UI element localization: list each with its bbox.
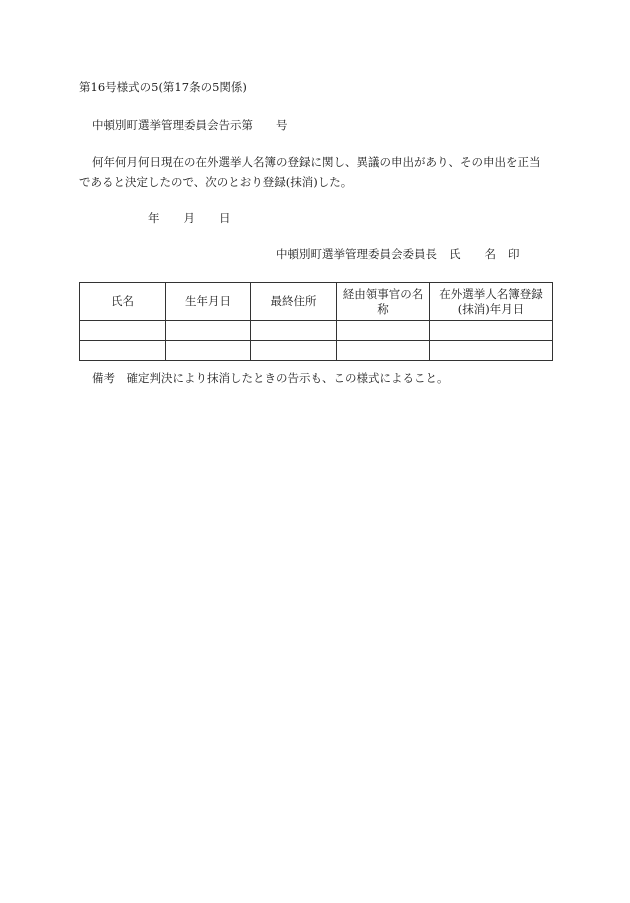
table-cell — [430, 321, 553, 341]
header-name: 氏名 — [80, 283, 166, 321]
name-label-shi: 氏 — [449, 247, 461, 261]
table-cell — [166, 341, 251, 361]
header-consular-official: 経由領事官の名称 — [337, 283, 430, 321]
table-cell — [80, 321, 166, 341]
body-text-line-2: であると決定したので、次のとおり登録(抹消)した。 — [79, 175, 353, 189]
signatory-title: 中頓別町選挙管理委員会委員長 — [276, 247, 437, 261]
day-label: 日 — [219, 211, 231, 225]
table-cell — [337, 341, 430, 361]
body-text-line-1: 何年何月何日現在の在外選挙人名簿の登録に関し、異議の申出があり、その申出を正当 — [92, 155, 541, 169]
notice-title: 中頓別町選挙管理委員会告示第 号 — [92, 118, 288, 132]
signature-line — [276, 246, 520, 262]
header-registration-date: 在外選挙人名簿登録(抹消)年月日 — [430, 283, 553, 321]
header-birthdate: 生年月日 — [166, 283, 251, 321]
form-identifier: 第16号様式の5(第17条の5関係) — [79, 80, 247, 94]
header-last-address: 最終住所 — [251, 283, 337, 321]
name-label-mei: 名 — [484, 247, 496, 261]
table-row — [80, 321, 553, 341]
table-row — [80, 341, 553, 361]
month-label: 月 — [183, 211, 195, 225]
table-cell — [80, 341, 166, 361]
year-label: 年 — [148, 211, 160, 225]
table-header-row — [80, 283, 553, 321]
registration-table — [79, 282, 553, 361]
table-cell — [166, 321, 251, 341]
table-cell — [251, 341, 337, 361]
table-cell — [430, 341, 553, 361]
date-line — [148, 210, 231, 226]
table-cell — [251, 321, 337, 341]
remarks-note: 備考 確定判決により抹消したときの告示も、この様式によること。 — [92, 371, 449, 385]
table-cell — [337, 321, 430, 341]
seal-label: 印 — [508, 247, 520, 261]
